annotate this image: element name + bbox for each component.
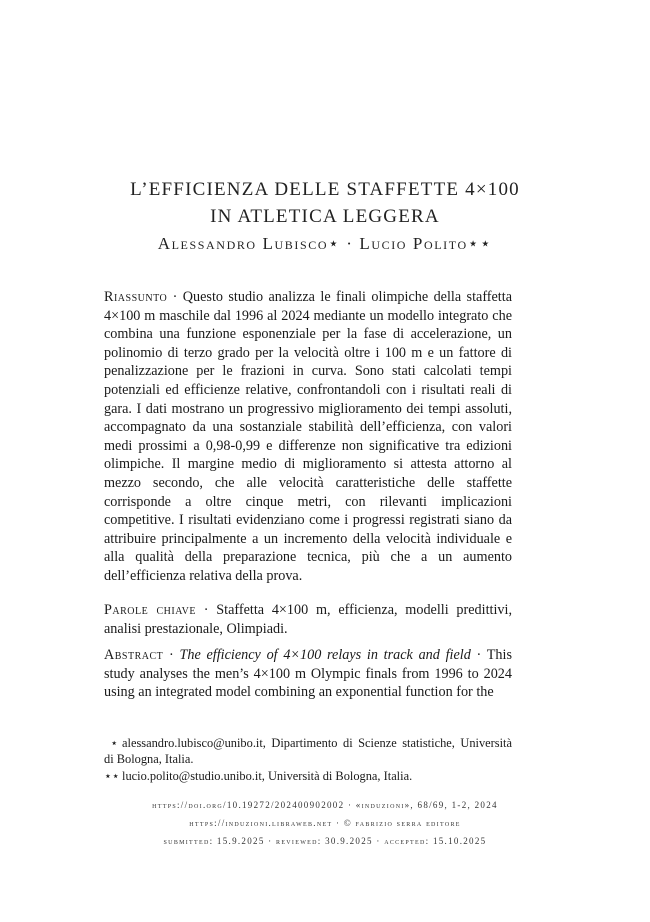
footnote-1-text: alessandro.lubisco@unibo.it, Dipartimento di Scienze statistiche, Università di Bologna, Italia. <box>104 736 512 767</box>
footnote-2-mark: ⋆⋆ <box>104 768 120 783</box>
keywords-label: Parole chiave <box>104 602 196 618</box>
footnote-2 <box>104 768 512 784</box>
abstract-english-separator: · <box>163 647 180 663</box>
author-list: Alessandro Lubisco⋆ · Lucio Polito⋆⋆ <box>157 234 493 253</box>
footnote-2-text: lucio.polito@studio.unibo.it, Università di Bologna, Italia. <box>122 768 413 783</box>
abstract-english-title: The efficiency of 4×100 relays in track and field <box>179 647 471 663</box>
abstract-italian-separator: · <box>167 289 183 305</box>
abstract-english-separator-2: · <box>470 647 487 663</box>
abstract-italian <box>104 288 512 586</box>
abstract-italian-text: Questo studio analizza le finali olimpiche della staffetta 4×100 m maschile dal 1996 al 2024 mediante un modello integrato che combina una funzione esponenziale per la fase di accelerazione, un polinomio di terzo grado per la velocità oltre i 100 m e un fattore di penalizzazione per le frazioni in curva. Sono stati calcolati tempi potenziali ed efficienze relative, confrontandoli con i risultati reali di gara. I dati mostrano un progressivo miglioramento dei tempi assoluti, accompagnato da una sostanziale stabilità dell’efficienza, con valori medi prossimi a 0,98-0,99 e differenze non significative tra edizioni olimpiche. Il margine medio di miglioramento si attesta attorno al mezzo secondo, che alle velocità caratteristiche delle staffette corrisponde a oltre cinque metri, con rilevanti implicazioni competitive. I risultati evidenziano come i progressi registrati siano da attribuire principalmente a un incremento della velocità individuale e alla qualità della preparazione tecnica, più che a un aumento dell’efficienza relativa della prova. <box>104 289 512 584</box>
abstract-english <box>104 646 512 720</box>
abstract-english-text: This study analyses the men’s 4×100 m Olympic finals from 1996 to 2024 using an integrated model combining an exponential function for the <box>104 647 512 701</box>
abstract-english-label: Abstract <box>104 647 164 663</box>
paper-title-line-2: IN ATLETICA LEGGERA <box>210 206 440 227</box>
doi-line: https://doi.org/10.19272/202400902002 · «induzioni», 68/69, 1-2, 2024 <box>152 800 498 810</box>
keywords-text: Staffetta 4×100 m, efficienza, modelli predittivi, analisi prestazionale, Olimpiadi. <box>104 602 512 637</box>
paper-title <box>0 176 650 230</box>
abstract-italian-label: Riassunto <box>104 289 168 305</box>
publisher-line: https://induzioni.libraweb.net · © fabrizio serra editore <box>189 818 461 828</box>
footnotes <box>104 735 512 784</box>
review-dates-line: submitted: 15.9.2025 · reviewed: 30.9.2025 · accepted: 15.10.2025 <box>163 836 487 846</box>
footnote-1-mark: ⋆ <box>110 736 118 750</box>
keywords-separator: · <box>195 602 217 618</box>
keywords <box>104 601 512 638</box>
footnote-1 <box>104 735 512 768</box>
paper-title-line-1: L’EFFICIENZA DELLE STAFFETTE 4×100 <box>130 179 520 200</box>
